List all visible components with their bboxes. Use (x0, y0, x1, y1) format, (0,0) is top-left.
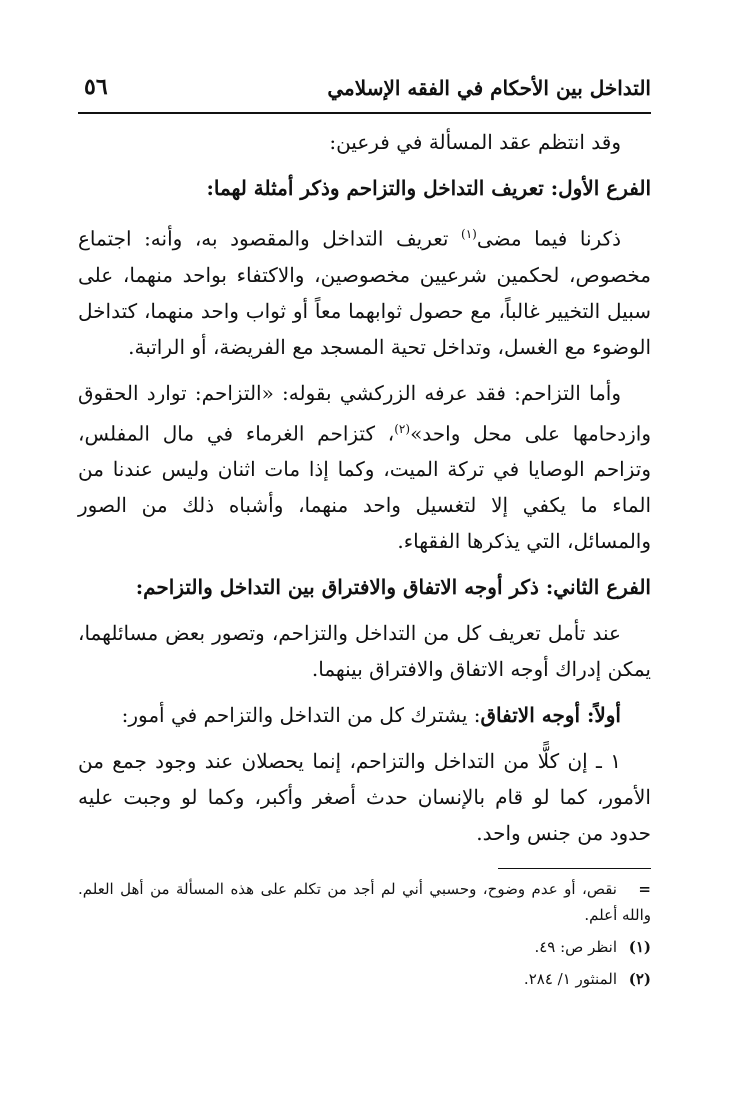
main-text (78, 124, 651, 861)
agreement-intro: : يشترك كل من التداخل والتزاحم في أمور: (121, 703, 481, 728)
footnotes-section (78, 876, 651, 998)
agreement-item-1: ١ ـ إن كلًّا من التداخل والتزاحم، إنما يحصلان عند وجود جمع من الأمور، كما لو قام بالإنسان حدث أصغر وأكبر، وكما لو وجبت عليه حدود من جنس واحد. (78, 749, 651, 846)
intro-paragraph: وقد انتظم عقد المسألة في فرعين: (329, 130, 621, 154)
footnote-marker: (١) (628, 938, 651, 956)
footnote-ref-1[interactable]: (١) (461, 227, 477, 241)
footnote-continued (78, 876, 651, 928)
footnote-text: انظر ص: ٤٩. (534, 938, 617, 956)
footnote-divider (498, 868, 651, 869)
running-title: التداخل بين الأحكام في الفقه الإسلامي (327, 76, 651, 100)
branch-two-heading: الفرع الثاني: ذكر أوجه الاتفاق والافتراق بين التداخل والتزاحم: (135, 575, 651, 600)
book-page (78, 0, 651, 1101)
branch-one-heading: الفرع الأول: تعريف التداخل والتزاحم وذكر أمثلة لهما: (206, 176, 651, 200)
footnote-marker: (٢) (628, 970, 651, 988)
footnote-2 (78, 966, 651, 992)
tazahum-text-rest: ، كتزاحم الغرماء في مال المفلس، وتزاحم الوصايا في تركة الميت، وكما إذا مات اثنان وليس عندنا من الماء ما يكفي إلا لتغسيل واحد منهما، وأشباه ذلك من الصور والمسائل، التي يذكرها الفقهاء. (78, 421, 651, 554)
definition-text-rest: تعريف التداخل والمقصود به، وأنه: اجتماع مخصوص، لحكمين شرعيين مخصوصين، والاكتفاء بواحد منهما، على سبيل التخيير غالباً، مع حصول ثوابهما معاً أو ثواب واحد منهما، كتداخل الوضوء مع الغسل، وتداخل تحية المسجد مع الفريضة، أو الراتبة. (78, 226, 651, 359)
footnote-ref-2[interactable]: (٢) (394, 421, 411, 436)
footnote-text: المنثور ١/ ٢٨٤. (523, 970, 617, 988)
footnote-text: نقص، أو عدم وضوح، وحسبي أني لم أجد من تكلم على هذه المسألة من أهل العلم. والله أعلم. (78, 880, 651, 924)
agreement-heading-line (78, 697, 651, 733)
definition-paragraph (78, 216, 651, 365)
footnote-1 (78, 934, 651, 960)
tazahum-text-start: وأما التزاحم: فقد عرفه الزركشي بقوله: «التزاحم: توارد الحقوق وازدحامها على محل واحد» (78, 380, 651, 446)
comparison-paragraph: عند تأمل تعريف كل من التداخل والتزاحم، وتصور بعض مسائلهما، يمكن إدراك أوجه الاتفاق والافتراق بينهما. (78, 621, 651, 682)
footnote-marker: = (638, 880, 651, 898)
page-number: ٥٦ (84, 74, 108, 100)
tazahum-paragraph (78, 375, 651, 560)
definition-text-start: ذكرنا فيما مضى (476, 226, 621, 251)
page-header (78, 72, 651, 114)
agreement-label: أولاً: أوجه الاتفاق (480, 703, 621, 728)
